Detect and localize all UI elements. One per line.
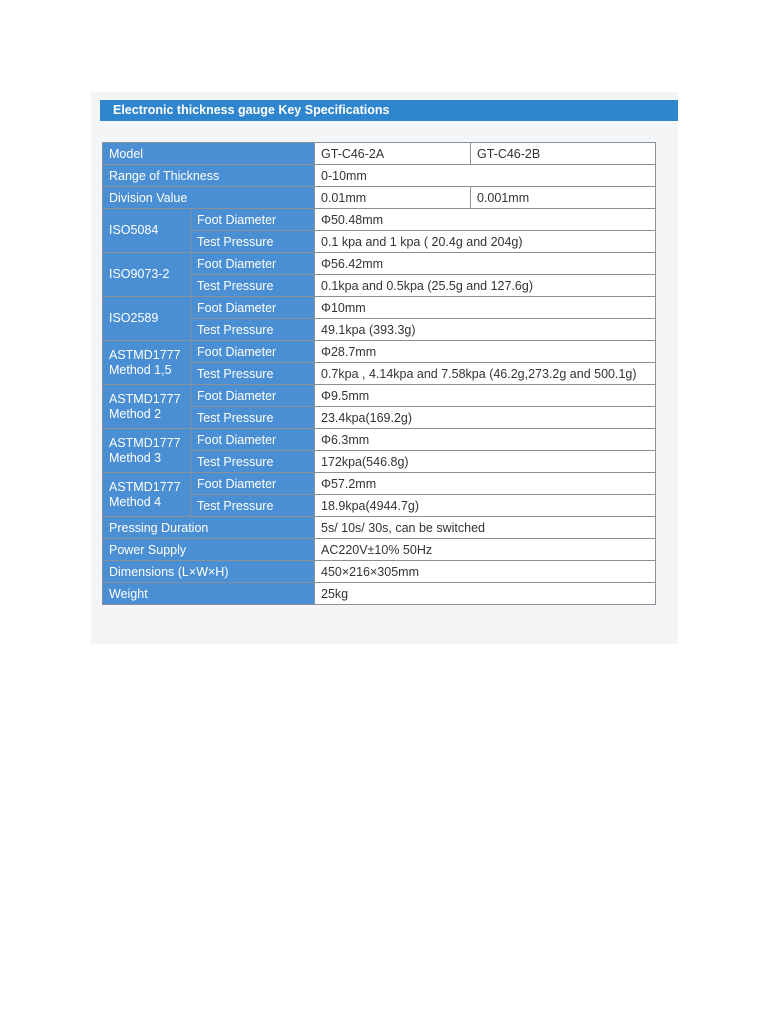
range-label: Range of Thickness xyxy=(103,165,315,187)
division-label: Division Value xyxy=(103,187,315,209)
foot-label: Foot Diameter xyxy=(191,253,315,275)
foot-value: Φ10mm xyxy=(315,297,656,319)
division-b: 0.001mm xyxy=(471,187,656,209)
pressure-label: Test Pressure xyxy=(191,451,315,473)
model-b: GT-C46-2B xyxy=(471,143,656,165)
table-row xyxy=(103,385,656,407)
pressure-value: 23.4kpa(169.2g) xyxy=(315,407,656,429)
foot-label: Foot Diameter xyxy=(191,297,315,319)
pressure-label: Test Pressure xyxy=(191,231,315,253)
model-label: Model xyxy=(103,143,315,165)
pressing-label: Pressing Duration xyxy=(103,517,315,539)
pressure-label: Test Pressure xyxy=(191,495,315,517)
foot-label: Foot Diameter xyxy=(191,429,315,451)
standard-method: Method 1,5 xyxy=(109,362,172,377)
foot-label: Foot Diameter xyxy=(191,341,315,363)
standard-label xyxy=(103,209,191,253)
table-row xyxy=(103,187,656,209)
standard-name: ASTMD1777 xyxy=(109,347,181,362)
table-row xyxy=(103,583,656,605)
table-row xyxy=(103,165,656,187)
weight-label: Weight xyxy=(103,583,315,605)
standard-label xyxy=(103,473,191,517)
table-row xyxy=(103,539,656,561)
table-row xyxy=(103,253,656,275)
pressure-label: Test Pressure xyxy=(191,319,315,341)
foot-label: Foot Diameter xyxy=(191,385,315,407)
standard-name: ISO2589 xyxy=(109,311,159,325)
standard-label xyxy=(103,297,191,341)
dimensions-value: 450×216×305mm xyxy=(315,561,656,583)
table-row xyxy=(103,341,656,363)
standard-name: ISO9073-2 xyxy=(109,267,170,281)
power-label: Power Supply xyxy=(103,539,315,561)
pressure-value: 172kpa(546.8g) xyxy=(315,451,656,473)
foot-label: Foot Diameter xyxy=(191,473,315,495)
table-row xyxy=(103,209,656,231)
foot-value: Φ9.5mm xyxy=(315,385,656,407)
table-row xyxy=(103,297,656,319)
standard-name: ISO5084 xyxy=(109,223,159,237)
standard-label xyxy=(103,385,191,429)
pressure-value: 49.1kpa (393.3g) xyxy=(315,319,656,341)
table-row xyxy=(103,429,656,451)
standard-method: Method 4 xyxy=(109,494,162,509)
spec-title: Electronic thickness gauge Key Specifications xyxy=(100,100,678,121)
standard-label xyxy=(103,341,191,385)
standard-label xyxy=(103,253,191,297)
range-value: 0-10mm xyxy=(315,165,656,187)
spec-table xyxy=(102,142,656,605)
power-value: AC220V±10% 50Hz xyxy=(315,539,656,561)
spec-panel xyxy=(91,92,678,644)
foot-value: Φ50.48mm xyxy=(315,209,656,231)
foot-value: Φ57.2mm xyxy=(315,473,656,495)
pressing-value: 5s/ 10s/ 30s, can be switched xyxy=(315,517,656,539)
foot-value: Φ56.42mm xyxy=(315,253,656,275)
pressure-value: 18.9kpa(4944.7g) xyxy=(315,495,656,517)
model-a: GT-C46-2A xyxy=(315,143,471,165)
standard-name: ASTMD1777 xyxy=(109,391,181,406)
foot-value: Φ6.3mm xyxy=(315,429,656,451)
pressure-label: Test Pressure xyxy=(191,363,315,385)
pressure-value: 0.1kpa and 0.5kpa (25.5g and 127.6g) xyxy=(315,275,656,297)
standard-name: ASTMD1777 xyxy=(109,435,181,450)
pressure-value: 0.7kpa , 4.14kpa and 7.58kpa (46.2g,273.2g and 500.1g) xyxy=(315,363,656,385)
weight-value: 25kg xyxy=(315,583,656,605)
table-row xyxy=(103,561,656,583)
pressure-label: Test Pressure xyxy=(191,275,315,297)
standard-name: ASTMD1777 xyxy=(109,479,181,494)
dimensions-label: Dimensions (L×W×H) xyxy=(103,561,315,583)
table-row xyxy=(103,517,656,539)
table-row xyxy=(103,143,656,165)
foot-value: Φ28.7mm xyxy=(315,341,656,363)
standard-method: Method 2 xyxy=(109,406,162,421)
pressure-value: 0.1 kpa and 1 kpa ( 20.4g and 204g) xyxy=(315,231,656,253)
pressure-label: Test Pressure xyxy=(191,407,315,429)
standard-method: Method 3 xyxy=(109,450,162,465)
foot-label: Foot Diameter xyxy=(191,209,315,231)
table-row xyxy=(103,473,656,495)
division-a: 0.01mm xyxy=(315,187,471,209)
standard-label xyxy=(103,429,191,473)
